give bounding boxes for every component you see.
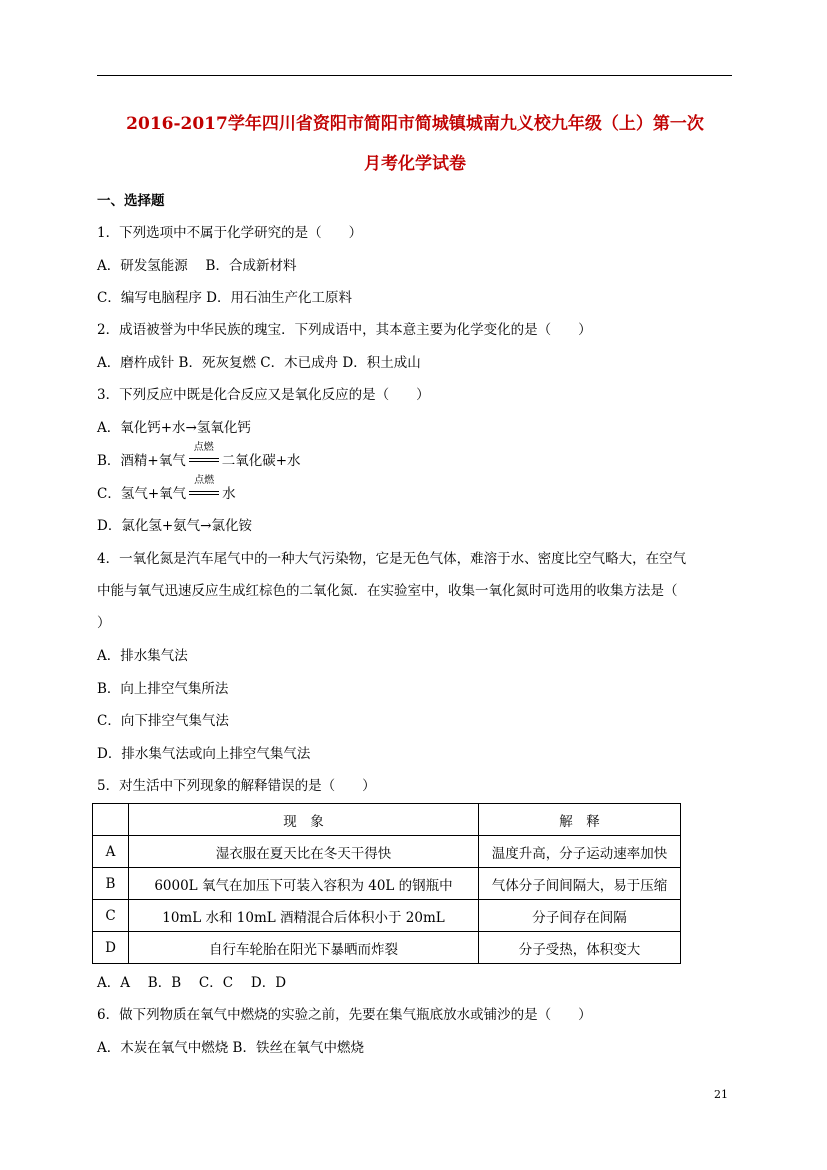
row-explanation: 分子间存在间隔 [479, 900, 681, 932]
row-explanation: 温度升高，分子运动速率加快 [479, 836, 681, 868]
q6-options: A．木炭在氧气中燃烧 B．铁丝在氧气中燃烧 [97, 1040, 364, 1056]
ignite-equals-sign [187, 475, 221, 499]
q3-option-d: D．氯化氢+氨气→氯化铵 [97, 518, 252, 534]
q1-options-ab: A．研发氢能源 B．合成新材料 [97, 258, 297, 274]
table-header-row [93, 804, 681, 836]
q1-stem: 1．下列选项中不属于化学研究的是（ ） [97, 225, 363, 241]
q1-options-cd: C．编写电脑程序 D．用石油生产化工原料 [97, 290, 352, 306]
q4-stem-line1: 4．一氧化氮是汽车尾气中的一种大气污染物，它是无色气体，难溶于水、密度比空气略大，在空气 [97, 551, 687, 567]
q5-table [92, 803, 681, 964]
exam-title-line1: 2016-2017学年四川省资阳市简阳市简城镇城南九义校九年级（上）第一次 [126, 114, 704, 134]
q2-options: A．磨杵成针 B．死灰复燃 C．木已成舟 D．积土成山 [97, 355, 421, 371]
row-label: B [93, 868, 129, 900]
q4-option-b: B．向上排空气集所法 [97, 681, 229, 697]
header-rule [97, 75, 732, 76]
q3-option-c [97, 475, 236, 504]
q5-options: A．A B．B C．C D．D [97, 975, 287, 991]
header-explanation: 解 释 [479, 804, 681, 836]
row-phenomenon: 6000L 氧气在加压下可装入容积为 40L 的钢瓶中 [129, 868, 479, 900]
table-row [93, 836, 681, 868]
q4-stem-line3: ） [97, 615, 111, 631]
table-row [93, 932, 681, 964]
q4-stem-line2: 中能与氧气迅速反应生成红棕色的二氧化氮．在实验室中，收集一氧化氮时可选用的收集方法是（ [97, 583, 678, 599]
q3-option-b-reactants: B．酒精+氧气 [97, 453, 186, 469]
q3-option-b [97, 442, 301, 471]
section-heading: 一、选择题 [97, 193, 165, 209]
ignite-equals-sign [187, 442, 221, 466]
table-row [93, 900, 681, 932]
exam-title-line2: 月考化学试卷 [364, 154, 466, 174]
q4-option-c: C．向下排空气集气法 [97, 713, 229, 729]
q3-option-b-products: 二氧化碳+水 [221, 453, 301, 469]
q3-option-c-products: 水 [222, 486, 236, 502]
q2-stem: 2．成语被誉为中华民族的瑰宝．下列成语中，其本意主要为化学变化的是（ ） [97, 322, 592, 338]
q5-stem: 5．对生活中下列现象的解释错误的是（ ） [97, 778, 376, 794]
row-label: D [93, 932, 129, 964]
q4-option-d: D．排水集气法或向上排空气集气法 [97, 746, 311, 762]
q3-option-c-reactants: C．氢气+氧气 [97, 486, 187, 502]
q3-stem: 3．下列反应中既是化合反应又是氧化反应的是（ ） [97, 387, 430, 403]
condition-label: 点燃 [193, 442, 214, 453]
header-phenomenon: 现 象 [129, 804, 479, 836]
row-explanation: 分子受热，体积变大 [479, 932, 681, 964]
row-label: C [93, 900, 129, 932]
q3-option-a: A．氧化钙+水→氢氧化钙 [97, 420, 251, 436]
page-number: 21 [714, 1088, 728, 1101]
row-label: A [93, 836, 129, 868]
header-blank [93, 804, 129, 836]
row-phenomenon: 自行车轮胎在阳光下暴晒而炸裂 [129, 932, 479, 964]
q6-stem: 6．做下列物质在氧气中燃烧的实验之前，先要在集气瓶底放水或铺沙的是（ ） [97, 1007, 592, 1023]
row-phenomenon: 10mL 水和 10mL 酒精混合后体积小于 20mL [129, 900, 479, 932]
row-explanation: 气体分子间间隔大，易于压缩 [479, 868, 681, 900]
condition-label: 点燃 [194, 475, 215, 486]
row-phenomenon: 湿衣服在夏天比在冬天干得快 [129, 836, 479, 868]
q4-option-a: A．排水集气法 [97, 648, 188, 664]
table-row [93, 868, 681, 900]
